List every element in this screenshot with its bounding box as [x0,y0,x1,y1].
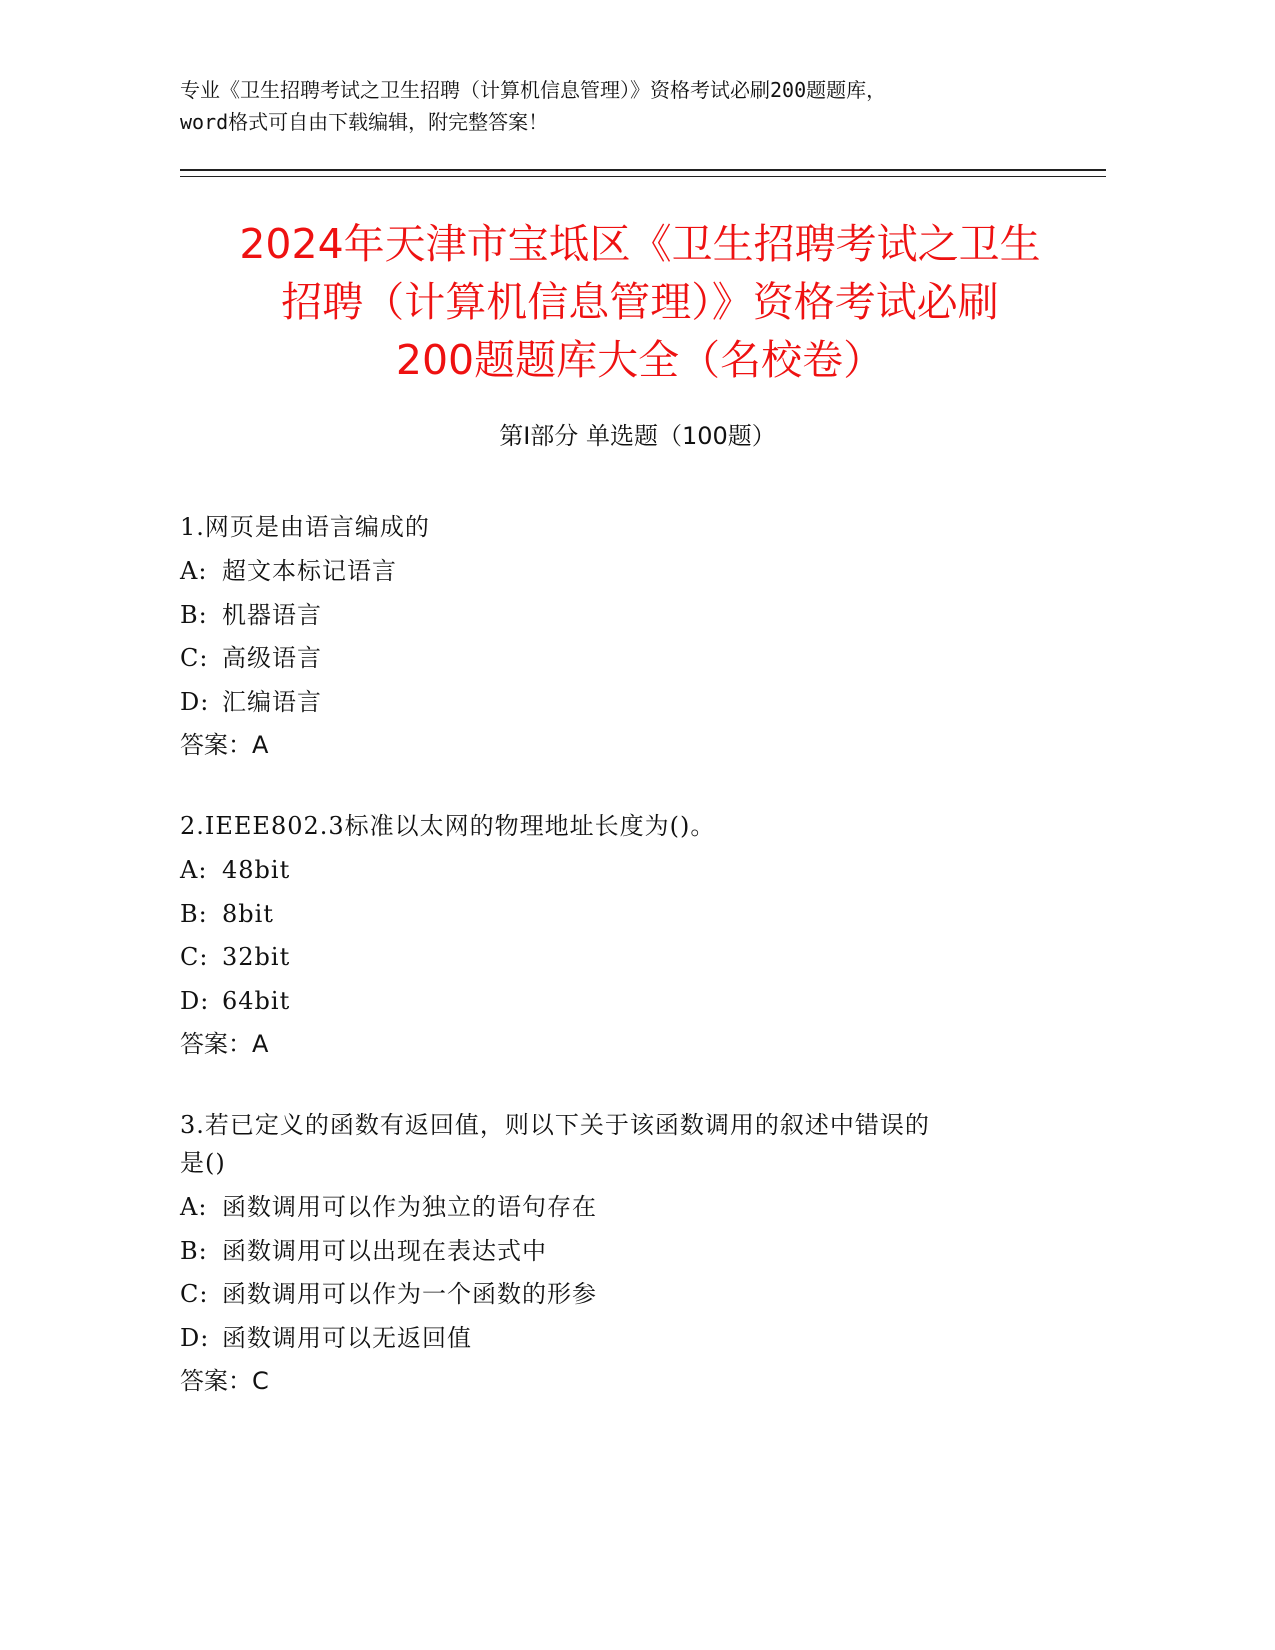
option-text: 高级语言 [222,644,322,672]
option-label: A: [180,856,208,884]
option-label: C: [180,943,209,971]
header-note [180,74,1100,138]
option-text: 函数调用可以作为独立的语句存在 [222,1193,597,1221]
option-label: B: [180,600,208,629]
option-text: 函数调用可以无返回值 [222,1323,472,1352]
question-stem [180,1106,1080,1182]
question-1 [180,508,1080,764]
header-divider-thin [180,176,1106,177]
question-list [180,508,1080,1443]
option-label: D: [180,1323,210,1352]
option-a [180,851,1080,889]
option-label: C: [180,644,209,672]
document-title-line-2: 招聘（计算机信息管理）》资格考试必刷 [281,278,999,326]
option-label: D: [180,986,210,1015]
option-label: D: [180,687,210,716]
option-c [180,938,1080,976]
option-c [180,639,1080,677]
header-note-line-2: word格式可自由下载编辑，附完整答案！ [180,110,549,134]
option-label: A: [180,1193,208,1221]
option-label: C: [180,1280,209,1308]
option-d [180,683,1080,721]
option-b [180,596,1080,634]
option-c [180,1275,1080,1313]
option-text: 函数调用可以出现在表达式中 [222,1236,547,1265]
option-label: A: [180,557,208,585]
option-b [180,895,1080,933]
question-stem-line: 1.网页是由语言编成的 [180,513,430,541]
option-text: 8bit [222,899,274,928]
question-3 [180,1106,1080,1400]
option-text: 函数调用可以作为一个函数的形参 [222,1280,597,1308]
answer: 答案：C [180,1367,269,1395]
option-text: 机器语言 [222,600,322,629]
document-title-line-1: 2024年天津市宝坻区《卫生招聘考试之卫生 [239,220,1041,268]
option-d [180,1319,1080,1357]
question-stem [180,807,1080,845]
question-2 [180,807,1080,1063]
option-b [180,1232,1080,1270]
document-title [160,215,1120,389]
option-label: B: [180,1236,208,1265]
option-text: 汇编语言 [222,687,322,716]
option-text: 48bit [222,856,291,884]
question-stem-line: 3.若已定义的函数有返回值，则以下关于该函数调用的叙述中错误的 [180,1111,930,1139]
option-a [180,552,1080,590]
option-a [180,1188,1080,1226]
question-stem-line: 是() [180,1149,226,1177]
header-note-line-1: 专业《卫生招聘考试之卫生招聘（计算机信息管理）》资格考试必刷200题题库， [180,78,887,102]
question-stem-line: 2.IEEE802.3标准以太网的物理地址长度为()。 [180,812,716,840]
option-text: 超文本标记语言 [222,557,397,585]
option-text: 32bit [222,943,291,971]
answer: 答案：A [180,731,269,759]
document-title-line-3: 200题题库大全（名校卷） [395,336,885,384]
option-text: 64bit [222,986,291,1015]
question-stem [180,508,1080,546]
header-divider-thick [180,169,1106,171]
answer: 答案：A [180,1030,269,1058]
option-d [180,982,1080,1020]
option-label: B: [180,899,208,928]
section-title: 第I部分 单选题（100题） [499,422,776,450]
